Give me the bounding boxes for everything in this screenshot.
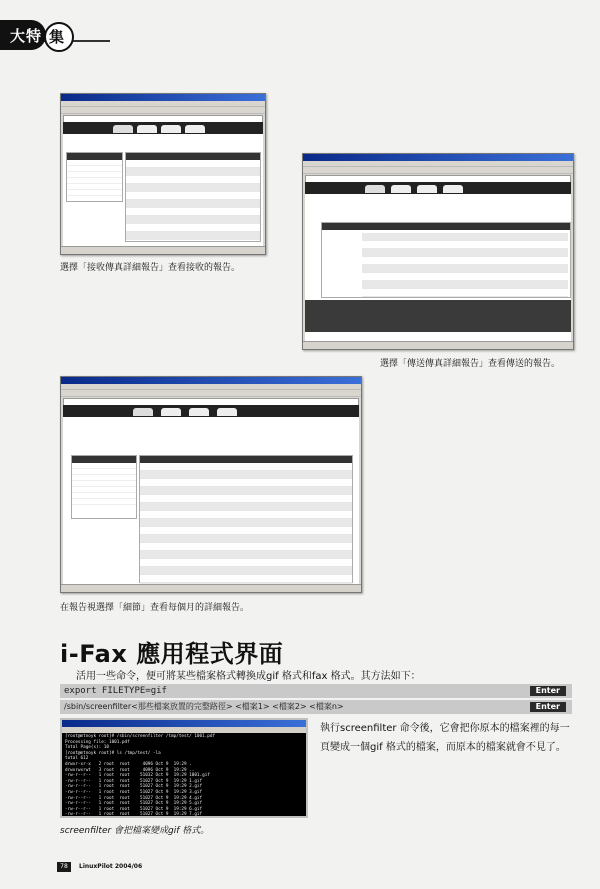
terminal-line: drwxr-xr-x 2 root root 4096 Oct 9 19:29 .: [65, 761, 192, 767]
browser-page: [63, 122, 263, 246]
report-table-pane: [139, 455, 353, 583]
site-nav: [63, 122, 263, 134]
window-toolbar: [303, 167, 573, 174]
terminal-titlebar: [62, 720, 306, 727]
report-list-pane: [66, 152, 123, 202]
terminal-line: -rw-r--r-- 1 root root 51027 Oct 9 19:29 4.gif: [65, 795, 203, 801]
window-titlebar: [61, 94, 265, 101]
figure-caption: 在報告視選擇「細節」查看每個月的詳細報告。: [60, 603, 250, 613]
enter-key-label: Enter: [530, 702, 566, 712]
terminal-screenshot: [60, 718, 308, 818]
screenshot-received-report: [60, 93, 266, 255]
intro-text: 活用一些命令，便可將某些檔案格式轉換成gif 格式和fax 格式。其方法如下：: [76, 671, 421, 682]
site-footer: [305, 300, 571, 332]
report-table-pane: [125, 152, 261, 242]
figure-caption: 選擇「傳送傳真詳細報告」查看傳送的報告。: [380, 359, 561, 369]
site-nav: [305, 182, 571, 194]
window-statusbar: [303, 341, 573, 349]
site-nav: [63, 405, 359, 417]
terminal-line: Processing file: 1001.pdf: [65, 739, 130, 745]
screenshot-sent-report: [302, 153, 574, 350]
window-statusbar: [61, 246, 265, 254]
command-line: [60, 700, 572, 714]
terminal-line: [root@mtnoyk root]# ls /tmp/test/ -la: [65, 750, 161, 756]
terminal-line: -rw-r--r-- 1 root root 51027 Oct 9 19:29 7.gif: [65, 812, 203, 818]
terminal-line: drwxrwxrwt 3 root root 4096 Oct 9 19:29 ..: [65, 767, 195, 773]
section-title: i-Fax 應用程式界面: [60, 640, 284, 668]
terminal-line: -rw-r--r-- 1 root root 51027 Oct 9 19:29 2.gif: [65, 784, 203, 790]
section-badge-label-2: 集: [49, 28, 65, 46]
report-list-pane: [71, 455, 137, 519]
command-text: /sbin/screenfilter<那些檔案放置的完整路徑> <檔案1> <檔案2> <檔案n>: [64, 702, 344, 711]
screenshot-monthly-detail: [60, 376, 362, 593]
terminal-line: -rw-r--r-- 1 root root 51032 Oct 9 19:29 1001.gif: [65, 773, 210, 779]
window-titlebar: [61, 377, 361, 384]
window-statusbar: [61, 584, 361, 592]
command-text: export FILETYPE=gif: [64, 686, 167, 696]
enter-key-label: Enter: [530, 686, 566, 696]
window-toolbar: [61, 107, 265, 114]
window-titlebar: [303, 154, 573, 161]
terminal-line: -rw-r--r-- 1 root root 51027 Oct 9 19:29 1.gif: [65, 778, 203, 784]
browser-page: [63, 405, 359, 584]
section-badge-label: 大特: [10, 27, 43, 45]
report-table-pane: [321, 222, 571, 298]
body-paragraph: 執行screenfilter 命令後，它會把你原本的檔案裡的每一頁變成一個gif 格式的檔案，而原本的檔案就會不見了。: [320, 723, 570, 753]
publication-name: LinuxPilot 2004/06: [79, 863, 143, 870]
command-line: [60, 684, 572, 698]
terminal-line: [root@mtnoyk root]# /sbin/screenfilter /tmp/test/ 1001.pdf: [65, 734, 216, 739]
terminal-line: -rw-r--r-- 1 root root 51027 Oct 9 19:29 6.gif: [65, 806, 203, 812]
terminal-line: Total Page(s): 10: [65, 745, 109, 751]
terminal-output: [62, 733, 306, 818]
window-toolbar: [61, 390, 361, 397]
figure-caption: screenfilter 會把檔案變成gif 格式。: [60, 826, 210, 836]
terminal-line: -rw-r--r-- 1 root root 51027 Oct 9 19:29 3.gif: [65, 789, 203, 795]
figure-caption: 選擇「接收傳真詳細報告」查看接收的報告。: [60, 263, 241, 273]
page-number: 78: [57, 862, 71, 872]
terminal-line: total 612: [65, 756, 89, 762]
terminal-line: -rw-r--r-- 1 root root 51027 Oct 9 19:29 5.gif: [65, 801, 203, 807]
browser-page: [305, 182, 571, 341]
